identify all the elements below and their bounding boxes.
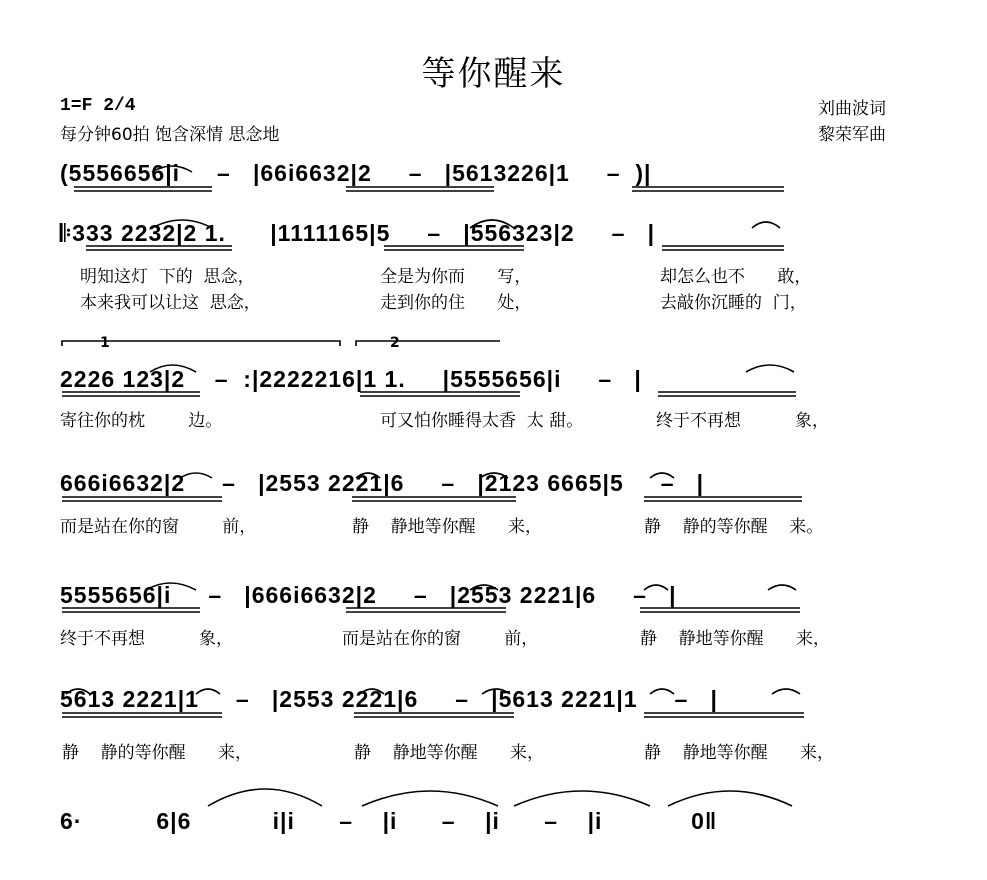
- slur-2: [152, 220, 212, 228]
- slur-7: [180, 473, 212, 478]
- notation-line-5: 5555656|i – |666i6632|2 – |2553 2221|6 – |: [60, 582, 677, 608]
- lyric-r3-c1: 寄往你的枕 边。: [60, 411, 223, 431]
- slur-8: [356, 473, 380, 478]
- volta-first-bracket: [62, 341, 340, 346]
- slur-19: [650, 689, 674, 694]
- tie-final-2: [362, 791, 498, 806]
- beams-line-3: [62, 392, 796, 396]
- tempo-expression: 每分钟60拍 饱含深情 思念地: [60, 125, 280, 145]
- tie-final-4: [668, 791, 792, 806]
- notation-line-1: (5556656|i – |66i6632|2 – |5613226|1 – )|: [60, 160, 652, 186]
- slur-9: [480, 473, 508, 478]
- slur-16: [196, 689, 220, 694]
- lyric-r3-c3: 终于不再想 象，: [656, 411, 830, 431]
- lyric-r4-c2: 静 静地等你醒 来，: [352, 517, 543, 537]
- slur-5: [150, 365, 196, 372]
- volta-second-label: 2: [390, 335, 400, 351]
- tie-final-3: [514, 791, 650, 806]
- lyric-r6-c3: 静 静地等你醒 来，: [644, 743, 835, 763]
- slur-12: [470, 585, 498, 590]
- notation-line-7: 6· 6|6 i|i – |i – |i – |i 0‖: [60, 808, 718, 834]
- composer-credit: 黎荣军曲: [818, 125, 886, 145]
- tie-final-1: [208, 789, 322, 806]
- lyric-r2-c3: 去敲你沉睡的 门，: [660, 293, 807, 313]
- slur-11: [146, 583, 196, 590]
- slur-4: [752, 222, 780, 228]
- volta-first-label: 1: [100, 335, 110, 351]
- beams-line-6: [62, 713, 804, 717]
- song-title: 等你醒来: [421, 54, 566, 94]
- notation-line-2: 𝄆333 2232|2 1. |1111165|5 – |556323|2 – |: [60, 220, 656, 246]
- lyric-r2-c1: 本来我可以让这 思念，: [80, 293, 261, 313]
- volta-second-bracket: [356, 341, 500, 346]
- slur-15: [66, 689, 90, 694]
- lyric-r3-c2: 可又怕你睡得太香 太 甜。: [380, 411, 584, 431]
- beams-line-5: [62, 608, 800, 612]
- key-time-signature: 1=F 2/4: [60, 96, 136, 116]
- notation-line-4: 666i6632|2 – |2553 2221|6 – |2123 6665|5 – |: [60, 470, 705, 496]
- slur-3: [470, 220, 514, 228]
- slur-10: [650, 473, 674, 478]
- lyric-r5-c1: 终于不再想 象，: [60, 629, 234, 649]
- slur-13: [644, 585, 668, 590]
- lyric-r4-c3: 静 静的等你醒 来。: [644, 517, 824, 537]
- slur-20: [772, 689, 800, 694]
- lyric-r1-c3: 却怎么也不 敢，: [660, 267, 812, 287]
- lyric-r5-c2: 而是站在你的窗 前，: [342, 629, 539, 649]
- slur-17: [360, 689, 384, 694]
- slur-14: [768, 585, 796, 590]
- slur-18: [482, 689, 510, 694]
- lyric-r1-c2: 全是为你而 写，: [380, 267, 532, 287]
- lyric-r4-c1: 而是站在你的窗 前，: [60, 517, 257, 537]
- lyric-r2-c2: 走到你的住 处，: [380, 293, 532, 313]
- lyricist-credit: 刘曲波词: [818, 99, 886, 119]
- lyric-r1-c1: 明知这灯 下的 思念，: [80, 267, 255, 287]
- lyric-r5-c3: 静 静地等你醒 来，: [640, 629, 831, 649]
- beams-line-1: [74, 187, 784, 191]
- notation-line-6: 5613 2221|1 – |2553 2221|6 – |5613 2221|1 – |: [60, 686, 718, 712]
- slur-6: [746, 365, 794, 372]
- notation-line-3: 2226 123|2 – :|2222216|1 1. |5555656|i – |: [60, 366, 642, 392]
- lyric-r6-c2: 静 静地等你醒 来，: [354, 743, 545, 763]
- lyric-r6-c1: 静 静的等你醒 来，: [62, 743, 253, 763]
- slur-1: [152, 166, 192, 172]
- beams-line-4: [62, 497, 802, 501]
- beams-line-2: [86, 246, 784, 250]
